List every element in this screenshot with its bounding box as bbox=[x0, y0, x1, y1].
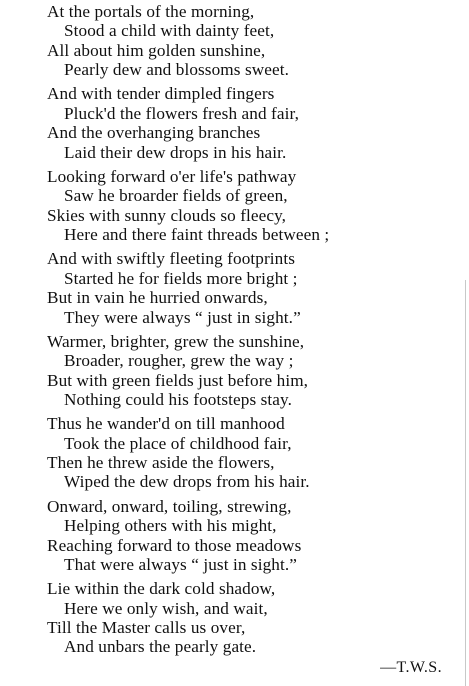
poem-line: Then he threw aside the flowers, bbox=[47, 453, 275, 473]
poem-line: Here we only wish, and wait, bbox=[64, 598, 268, 618]
poem-line: But with green fields just before him, bbox=[47, 370, 309, 390]
poem-line: Till the Master calls us over, bbox=[47, 617, 246, 637]
poem-line: Broader, rougher, grew the way ; bbox=[64, 351, 294, 371]
poem-line: And unbars the pearly gate. bbox=[64, 637, 257, 657]
poem-line: Stood a child with dainty feet, bbox=[64, 21, 275, 41]
poem-line: Here and there faint threads between ; bbox=[64, 225, 330, 245]
poem-line: Warmer, brighter, grew the sunshine, bbox=[47, 331, 305, 351]
stanza-4 bbox=[0, 249, 469, 327]
poem-line: That were always “ just in sight.” bbox=[64, 554, 297, 574]
poem-line: At the portals of the morning, bbox=[47, 2, 255, 21]
poem-line: Looking forward o'er life's pathway bbox=[47, 166, 297, 186]
author-signature: —T.W.S. bbox=[380, 659, 442, 676]
poem-line: Pearly dew and blossoms sweet. bbox=[64, 60, 289, 80]
stanza-3 bbox=[0, 167, 469, 245]
poem-line: Lie within the dark cold shadow, bbox=[47, 579, 276, 599]
stanza-5 bbox=[0, 332, 469, 410]
poem-line: Wiped the dew drops from his hair. bbox=[64, 472, 310, 492]
poem-line: Laid their dew drops in his hair. bbox=[64, 142, 287, 162]
poem-line: They were always “ just in sight.” bbox=[64, 307, 301, 327]
poem-line: Pluck'd the flowers fresh and fair, bbox=[64, 103, 300, 123]
stanza-1 bbox=[0, 2, 469, 80]
poem-line: Saw he broarder fields of green, bbox=[64, 186, 288, 206]
stanza-6 bbox=[0, 414, 469, 492]
poem-line: All about him golden sunshine, bbox=[47, 40, 266, 60]
poem-line: Started he for fields more bright ; bbox=[64, 268, 298, 288]
poem-line: Took the place of childhood fair, bbox=[64, 433, 292, 453]
poem-line: And the overhanging branches bbox=[47, 123, 261, 143]
poem-line: Nothing could his footsteps stay. bbox=[64, 389, 292, 409]
stanza-7 bbox=[0, 497, 469, 575]
stanza-8 bbox=[0, 579, 469, 657]
poem-line: But in vain he hurried onwards, bbox=[47, 288, 268, 308]
poem bbox=[0, 2, 469, 662]
poem-line: Reaching forward to those meadows bbox=[47, 535, 302, 555]
stanza-2 bbox=[0, 84, 469, 162]
poem-line: Onward, onward, toiling, strewing, bbox=[47, 496, 292, 516]
poem-line: And with tender dimpled fingers bbox=[47, 84, 275, 104]
poem-line: Skies with sunny clouds so fleecy, bbox=[47, 205, 287, 225]
poem-line: Helping others with his might, bbox=[64, 516, 277, 536]
poem-line: Thus he wander'd on till manhood bbox=[47, 414, 285, 434]
poem-line: And with swiftly fleeting footprints bbox=[47, 249, 296, 269]
